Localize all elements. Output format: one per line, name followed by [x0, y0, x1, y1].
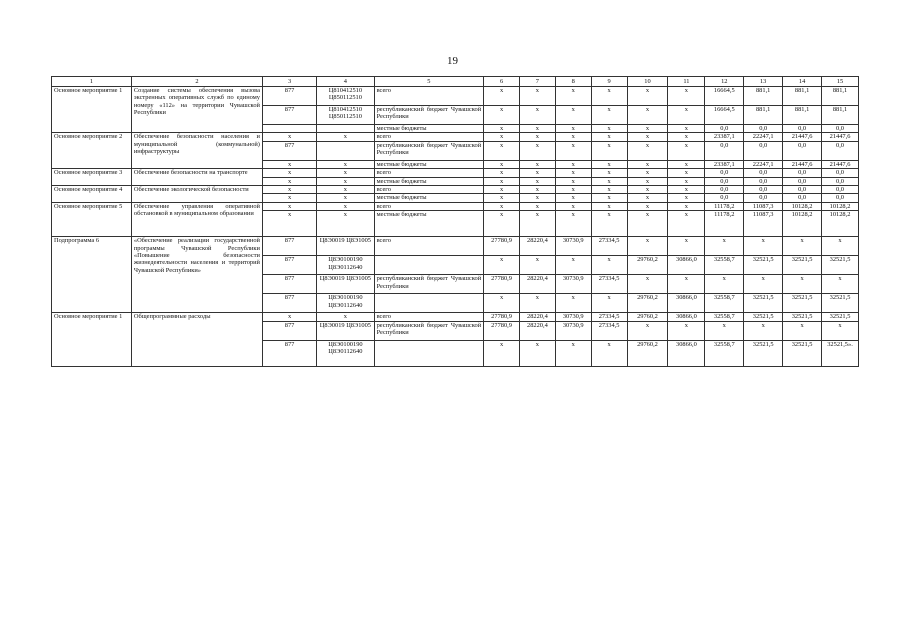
row-description: Общепрограммные расходы [131, 313, 262, 366]
table-cell: 27334,5 [591, 237, 627, 256]
table-cell: местные бюджеты [374, 160, 484, 168]
table-cell: местные бюджеты [374, 177, 484, 185]
table-cell: x [262, 202, 316, 210]
column-header: 1 [52, 77, 132, 87]
table-cell: x [627, 160, 668, 168]
table-cell: 32521,5 [783, 340, 822, 366]
table-cell: x [555, 340, 591, 366]
table-cell: x [591, 141, 627, 160]
table-cell: x [591, 294, 627, 313]
page-number: 19 [447, 55, 458, 67]
table-cell: 32521,5 [822, 313, 859, 321]
column-header: 5 [374, 77, 484, 87]
table-cell: 27334,5 [591, 275, 627, 294]
table-cell: 16664,5 [705, 87, 744, 106]
table-cell: 0,0 [783, 186, 822, 194]
table-cell: Ц8Э0100190 Ц8Э0112640 [317, 256, 374, 275]
table-cell: республиканский бюджет Чувашской Республики [374, 106, 484, 125]
table-cell: x [484, 177, 520, 185]
table-cell: x [484, 202, 520, 210]
column-header: 6 [484, 77, 520, 87]
table-cell: 27334,5 [591, 321, 627, 340]
table-cell: x [668, 125, 705, 133]
table-cell: 0,0 [822, 194, 859, 202]
table-cell: 0,0 [822, 141, 859, 160]
table-cell: x [668, 194, 705, 202]
table-cell: 11087,3 [744, 202, 783, 210]
table-cell: 0,0 [744, 194, 783, 202]
table-cell: 0,0 [705, 125, 744, 133]
table-cell: x [484, 125, 520, 133]
table-cell: 30866,0 [668, 294, 705, 313]
table-cell: x [317, 211, 374, 237]
table-cell [262, 125, 316, 133]
table-cell: x [555, 169, 591, 177]
table-cell: x [591, 202, 627, 210]
table-cell: x [591, 177, 627, 185]
table-cell: x [484, 106, 520, 125]
table-cell: x [591, 106, 627, 125]
table-cell: x [262, 211, 316, 237]
table-cell: x [627, 211, 668, 237]
table-row [52, 169, 859, 177]
table-cell: x [822, 321, 859, 340]
table-cell: x [627, 169, 668, 177]
table-body [52, 77, 859, 367]
table-cell: 0,0 [822, 125, 859, 133]
table-cell: x [555, 177, 591, 185]
column-header: 4 [317, 77, 374, 87]
table-cell: 21447,6 [783, 160, 822, 168]
table-cell: x [484, 211, 520, 237]
table-cell: 877 [262, 340, 316, 366]
table-cell: 29760,2 [627, 313, 668, 321]
table-cell: 32521,5». [822, 340, 859, 366]
table-cell: 0,0 [705, 194, 744, 202]
table-cell: 29760,2 [627, 294, 668, 313]
table-cell: x [668, 186, 705, 194]
row-description: Обеспечение безопасности населения и муниципальной (коммунальной) инфраструктуры [131, 133, 262, 169]
table-cell: республиканский бюджет Чувашской Республики [374, 275, 484, 294]
table-cell: x [317, 202, 374, 210]
table-cell: x [591, 133, 627, 141]
table-cell: 30730,9 [555, 237, 591, 256]
column-header: 3 [262, 77, 316, 87]
table-cell: x [317, 313, 374, 321]
column-header: 8 [555, 77, 591, 87]
table-cell: Ц8Э0019 Ц8Э1005 [317, 321, 374, 340]
table-cell: всего [374, 313, 484, 321]
table-cell: 881,1 [783, 106, 822, 125]
table-cell [374, 256, 484, 275]
table-cell: x [705, 321, 744, 340]
table-cell: x [262, 194, 316, 202]
table-cell: Ц8Э0019 Ц8Э1005 [317, 237, 374, 256]
table-cell: республиканский бюджет Чувашской Республики [374, 321, 484, 340]
table-cell: 877 [262, 237, 316, 256]
table-cell: 30730,9 [555, 321, 591, 340]
table-cell: 32558,7 [705, 313, 744, 321]
table-cell: 21447,6 [783, 133, 822, 141]
table-cell: x [627, 106, 668, 125]
table-cell: 30730,9 [555, 313, 591, 321]
table-cell: 32521,5 [783, 313, 822, 321]
table-cell: всего [374, 237, 484, 256]
table-cell: x [484, 160, 520, 168]
table-cell: x [519, 211, 555, 237]
table-cell: 28220,4 [519, 275, 555, 294]
table-cell: x [519, 125, 555, 133]
table-cell: x [668, 202, 705, 210]
table-cell: 21447,6 [822, 160, 859, 168]
table-cell: 877 [262, 321, 316, 340]
table-cell: x [484, 87, 520, 106]
table-cell: 27780,9 [484, 237, 520, 256]
table-cell: x [822, 237, 859, 256]
row-description: Создание системы обеспечения вызова экстренных оперативных служб по единому номеру «112» на территории Чувашской Республики [131, 87, 262, 133]
table-cell: 30730,9 [555, 275, 591, 294]
table-cell: x [519, 194, 555, 202]
table-cell: x [484, 194, 520, 202]
table-cell: 28220,4 [519, 321, 555, 340]
table-cell: 22247,1 [744, 160, 783, 168]
table-cell: x [627, 125, 668, 133]
table-cell: 30866,0 [668, 340, 705, 366]
table-cell: x [627, 237, 668, 256]
table-cell: 16664,5 [705, 106, 744, 125]
table-cell: 32558,7 [705, 340, 744, 366]
table-cell: 0,0 [744, 125, 783, 133]
table-cell: x [262, 169, 316, 177]
table-cell: x [668, 169, 705, 177]
table-cell: 10128,2 [783, 202, 822, 210]
table-cell: 877 [262, 87, 316, 106]
table-row [52, 87, 859, 106]
table-row [52, 313, 859, 321]
row-description: Обеспечение экологической безопасности [131, 186, 262, 203]
row-label: Основное мероприятие 4 [52, 186, 132, 203]
table-cell: x [555, 211, 591, 237]
table-cell: x [519, 169, 555, 177]
table-cell: x [555, 202, 591, 210]
column-header: 11 [668, 77, 705, 87]
column-header: 14 [783, 77, 822, 87]
table-cell: 10128,2 [822, 211, 859, 237]
table-cell: x [591, 211, 627, 237]
table-cell: 32521,5 [783, 256, 822, 275]
table-cell: x [705, 237, 744, 256]
table-cell: x [744, 321, 783, 340]
column-header: 15 [822, 77, 859, 87]
table-cell: 0,0 [783, 125, 822, 133]
table-cell: x [555, 294, 591, 313]
table-cell: x [519, 87, 555, 106]
row-label: Основное мероприятие 1 [52, 313, 132, 366]
table-cell: 10128,2 [822, 202, 859, 210]
row-label: Подпрограмма 6 [52, 237, 132, 313]
table-cell: 23387,1 [705, 133, 744, 141]
table-cell: 0,0 [705, 141, 744, 160]
table-cell: 32521,5 [783, 294, 822, 313]
table-cell: 11178,2 [705, 202, 744, 210]
table-cell: x [262, 177, 316, 185]
table-cell: x [668, 133, 705, 141]
table-cell: x [668, 177, 705, 185]
table-cell: 11178,2 [705, 211, 744, 237]
table-cell: 32521,5 [822, 256, 859, 275]
table-cell: x [484, 169, 520, 177]
table-cell: x [519, 133, 555, 141]
table-cell: x [591, 256, 627, 275]
table-cell: x [484, 186, 520, 194]
table-cell [374, 294, 484, 313]
table-cell: 21447,6 [822, 133, 859, 141]
table-cell: x [627, 202, 668, 210]
row-label: Основное мероприятие 1 [52, 87, 132, 133]
table-cell: x [783, 237, 822, 256]
table-cell: x [822, 275, 859, 294]
table-cell: 29760,2 [627, 340, 668, 366]
table-cell: x [627, 275, 668, 294]
table-cell: x [705, 275, 744, 294]
table-cell: Ц8Э0100190 Ц8Э0112640 [317, 340, 374, 366]
table-cell: x [555, 125, 591, 133]
table-cell: x [484, 294, 520, 313]
table-cell: 32521,5 [744, 256, 783, 275]
table-cell: x [262, 160, 316, 168]
table-cell: 0,0 [705, 177, 744, 185]
table-cell: x [668, 106, 705, 125]
table-cell: 877 [262, 275, 316, 294]
table-cell: x [317, 133, 374, 141]
table-cell: x [555, 106, 591, 125]
table-cell: 27780,9 [484, 313, 520, 321]
table-cell: x [591, 340, 627, 366]
table-cell: 881,1 [822, 87, 859, 106]
table-cell: 0,0 [744, 177, 783, 185]
table-cell: x [627, 321, 668, 340]
table-cell: x [627, 141, 668, 160]
table-cell: местные бюджеты [374, 194, 484, 202]
table-cell: x [317, 194, 374, 202]
table-cell: 0,0 [783, 169, 822, 177]
table-cell: 877 [262, 294, 316, 313]
table-cell: всего [374, 186, 484, 194]
column-header: 2 [131, 77, 262, 87]
table-cell: x [627, 87, 668, 106]
table-cell: 877 [262, 256, 316, 275]
table-cell: 0,0 [744, 141, 783, 160]
table-cell: 27780,9 [484, 321, 520, 340]
table-cell: x [591, 194, 627, 202]
table-cell: x [591, 169, 627, 177]
table-cell: 22247,1 [744, 133, 783, 141]
table-cell: всего [374, 87, 484, 106]
table-cell: x [591, 160, 627, 168]
table-cell: x [519, 340, 555, 366]
row-description: Обеспечение управления оперативной обстановкой в муниципальном образовании [131, 202, 262, 236]
table-cell: 0,0 [744, 186, 783, 194]
table-cell: x [484, 141, 520, 160]
column-header: 7 [519, 77, 555, 87]
table-cell: x [484, 340, 520, 366]
table-cell: x [262, 313, 316, 321]
table-cell: x [668, 160, 705, 168]
table-cell: всего [374, 133, 484, 141]
table-cell: x [627, 186, 668, 194]
table-cell: x [519, 160, 555, 168]
table-cell: 0,0 [822, 177, 859, 185]
table-cell: x [519, 256, 555, 275]
table-cell: x [262, 186, 316, 194]
table-cell: 27334,5 [591, 313, 627, 321]
table-row [52, 237, 859, 256]
row-label: Основное мероприятие 2 [52, 133, 132, 169]
table-cell: 0,0 [822, 186, 859, 194]
table-cell: x [668, 275, 705, 294]
table-cell: x [519, 141, 555, 160]
table-row [52, 133, 859, 141]
table-cell: всего [374, 169, 484, 177]
table-cell: x [591, 125, 627, 133]
table-cell: 0,0 [705, 169, 744, 177]
table-cell: x [627, 133, 668, 141]
table-cell: x [519, 186, 555, 194]
table-cell: всего [374, 202, 484, 210]
table-cell: 881,1 [783, 87, 822, 106]
table-cell: x [519, 202, 555, 210]
table-cell: 32521,5 [744, 340, 783, 366]
row-description: Обеспечение безопасности на транспорте [131, 169, 262, 186]
table-cell: x [668, 141, 705, 160]
table-cell: x [783, 321, 822, 340]
table-row [52, 186, 859, 194]
table-cell: 32558,7 [705, 294, 744, 313]
column-header: 9 [591, 77, 627, 87]
column-header: 10 [627, 77, 668, 87]
table-cell [374, 340, 484, 366]
table-cell: Ц810412510 Ц850112510 [317, 87, 374, 106]
table-cell: 28220,4 [519, 313, 555, 321]
table-cell: x [668, 87, 705, 106]
table-cell: x [317, 177, 374, 185]
table-cell: x [668, 211, 705, 237]
table-cell: 29760,2 [627, 256, 668, 275]
table-cell: x [262, 133, 316, 141]
table-cell: 27780,9 [484, 275, 520, 294]
row-label: Основное мероприятие 3 [52, 169, 132, 186]
table-cell: 32558,7 [705, 256, 744, 275]
budget-table [51, 76, 859, 367]
table-cell: 32521,5 [822, 294, 859, 313]
table-cell: 10128,2 [783, 211, 822, 237]
table-cell: x [591, 87, 627, 106]
table-cell: местные бюджеты [374, 125, 484, 133]
table-cell: 23387,1 [705, 160, 744, 168]
table-cell: x [744, 237, 783, 256]
table-cell: 0,0 [783, 141, 822, 160]
table-cell: x [555, 133, 591, 141]
table-cell: 0,0 [705, 186, 744, 194]
table-cell: местные бюджеты [374, 211, 484, 237]
table-cell: x [519, 294, 555, 313]
table-cell: 881,1 [744, 106, 783, 125]
table-cell: x [744, 275, 783, 294]
table-cell: x [317, 160, 374, 168]
header-row [52, 77, 859, 87]
table-cell: x [555, 160, 591, 168]
table-cell: x [627, 177, 668, 185]
table-cell: x [484, 256, 520, 275]
table-cell: 0,0 [783, 177, 822, 185]
table-cell: 30866,0 [668, 313, 705, 321]
column-header: 13 [744, 77, 783, 87]
table-cell: x [519, 106, 555, 125]
table-cell: x [668, 321, 705, 340]
table-cell: 11087,3 [744, 211, 783, 237]
table-cell: 877 [262, 106, 316, 125]
table-cell: 0,0 [744, 169, 783, 177]
table-cell: x [555, 141, 591, 160]
table-cell: 881,1 [744, 87, 783, 106]
table-cell: 0,0 [783, 194, 822, 202]
table-cell: x [555, 256, 591, 275]
table-cell: x [555, 186, 591, 194]
table-cell: 28220,4 [519, 237, 555, 256]
table-cell: Ц8Э0100190 Ц8Э0112640 [317, 294, 374, 313]
table-cell: x [317, 169, 374, 177]
table-cell [317, 141, 374, 160]
table-cell: 881,1 [822, 106, 859, 125]
table-cell: x [555, 194, 591, 202]
table-cell: x [484, 133, 520, 141]
table-cell: x [591, 186, 627, 194]
column-header: 12 [705, 77, 744, 87]
table-cell: x [783, 275, 822, 294]
row-description: «Обеспечение реализации государственной программы Чувашской Республики «Повышение безопасности жизнедеятельности населения и территорий Чувашской Республики» [131, 237, 262, 313]
table-cell: Ц8Э0019 Ц8Э1005 [317, 275, 374, 294]
table-cell: x [519, 177, 555, 185]
table-cell: x [555, 87, 591, 106]
table-cell: 32521,5 [744, 294, 783, 313]
table-cell [317, 125, 374, 133]
table-cell: 32521,5 [744, 313, 783, 321]
table-cell: 877 [262, 141, 316, 160]
table-cell: 0,0 [822, 169, 859, 177]
table-cell: x [627, 194, 668, 202]
table-cell: 30866,0 [668, 256, 705, 275]
table-cell: Ц810412510 Ц850112510 [317, 106, 374, 125]
table-cell: x [317, 186, 374, 194]
row-label: Основное мероприятие 5 [52, 202, 132, 236]
table-cell: x [668, 237, 705, 256]
table-cell: республиканский бюджет Чувашской Республики [374, 141, 484, 160]
table-row [52, 202, 859, 210]
